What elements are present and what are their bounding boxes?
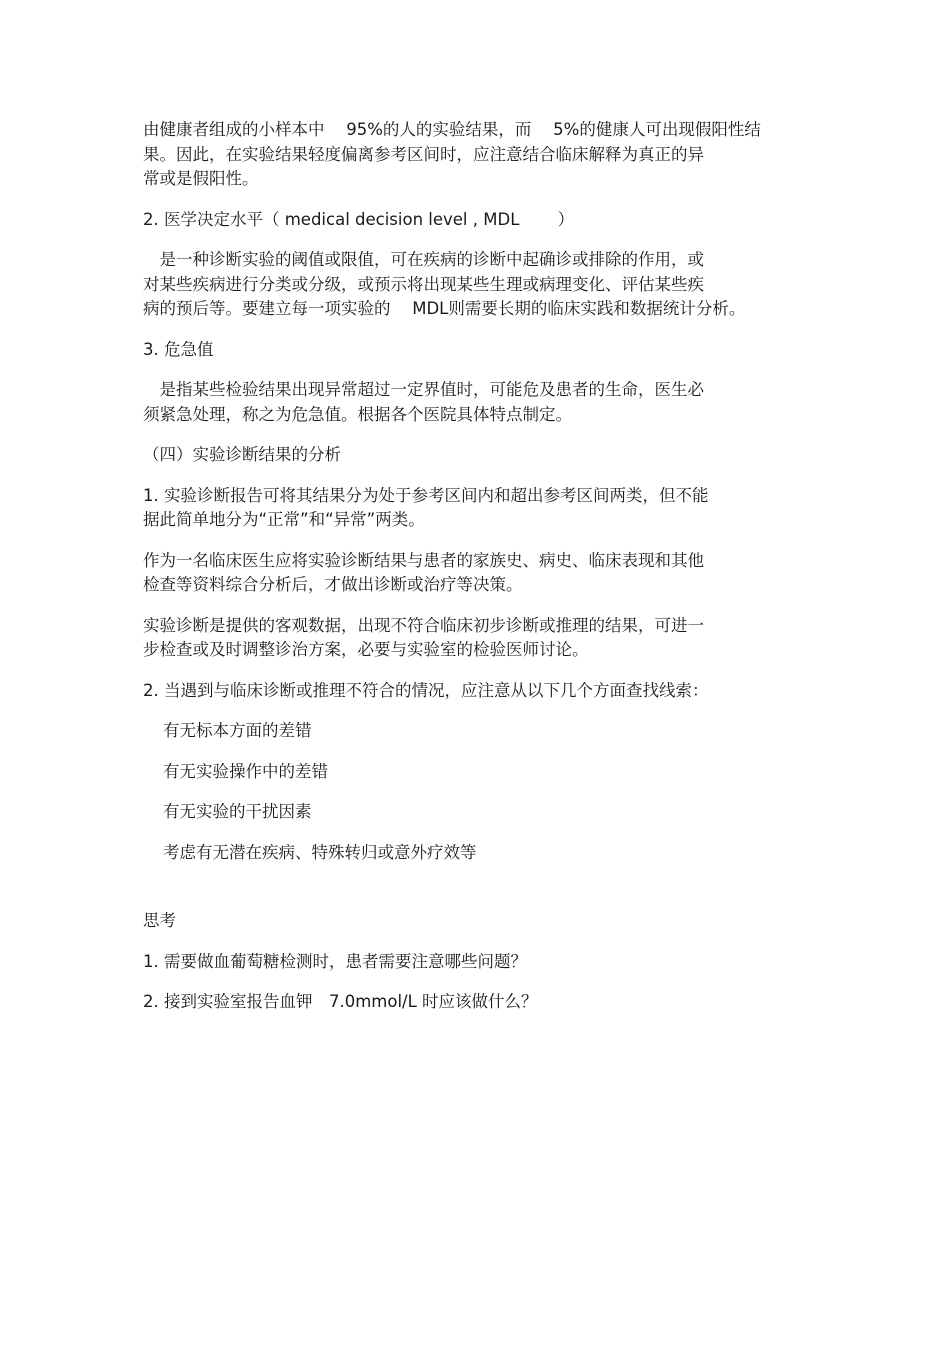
intro-paragraph — [143, 118, 803, 192]
critical-value-paragraph — [143, 378, 803, 427]
text-line: 对某些疾病进行分类或分级，或预示将出现某些生理或病理变化、评估某些疾 — [143, 274, 704, 294]
clue-item: 有无实验的干扰因素 — [163, 802, 312, 821]
mdl-heading: 2. 医学决定水平（ medical decision level , MDL ） — [143, 209, 575, 229]
document-body — [143, 118, 803, 1031]
clue-item: 有无标本方面的差错 — [163, 721, 312, 740]
text-line: 须紧急处理，称之为危急值。根据各个医院具体特点制定。 — [143, 404, 572, 424]
text-line: 由健康者组成的小样本中 95%的人的实验结果，而 5%的健康人可出现假阳性结 — [143, 120, 761, 139]
text-line: 作为一名临床医生应将实验诊断结果与患者的家族史、病史、临床表现和其他 — [143, 550, 704, 570]
thinking-heading: 思考 — [143, 911, 176, 930]
analysis-paragraph-4: 2. 当遇到与临床诊断或推理不符合的情况，应注意从以下几个方面查找线索： — [143, 680, 709, 700]
text-line: 病的预后等。要建立每一项实验的 MDL则需要长期的临床实践和数据统计分析。 — [143, 299, 746, 318]
text-line: 检查等资料综合分析后，才做出诊断或治疗等决策。 — [143, 575, 523, 594]
analysis-paragraph-1 — [143, 484, 803, 533]
mdl-paragraph — [143, 248, 803, 322]
analysis-heading: （四）实验诊断结果的分析 — [143, 445, 341, 464]
analysis-paragraph-2 — [143, 549, 803, 598]
thinking-question-1: 1. 需要做血葡萄糖检测时，患者需要注意哪些问题？ — [143, 951, 527, 971]
text-line: 是一种诊断实验的阈值或限值，可在疾病的诊断中起确诊或排除的作用，或 — [143, 250, 704, 269]
clue-item: 考虑有无潜在疾病、特殊转归或意外疗效等 — [163, 842, 477, 862]
clue-item: 有无实验操作中的差错 — [163, 761, 328, 781]
text-line: 据此简单地分为“正常”和“异常”两类。 — [143, 510, 425, 529]
text-line: 果。因此，在实验结果轻度偏离参考区间时，应注意结合临床解释为真正的异 — [143, 144, 704, 164]
thinking-question-2: 2. 接到实验室报告血钾 7.0mmol/L 时应该做什么？ — [143, 992, 538, 1011]
text-line: 实验诊断是提供的客观数据，出现不符合临床初步诊断或推理的结果，可进一 — [143, 615, 704, 635]
critical-value-heading: 3. 危急值 — [143, 339, 214, 359]
text-line: 常或是假阳性。 — [143, 169, 259, 188]
text-line: 是指某些检验结果出现异常超过一定界值时，可能危及患者的生命，医生必 — [143, 380, 704, 399]
analysis-paragraph-3 — [143, 614, 803, 663]
text-line: 步检查或及时调整诊治方案，必要与实验室的检验医师讨论。 — [143, 640, 589, 659]
text-line: 1. 实验诊断报告可将其结果分为处于参考区间内和超出参考区间两类，但不能 — [143, 485, 709, 505]
